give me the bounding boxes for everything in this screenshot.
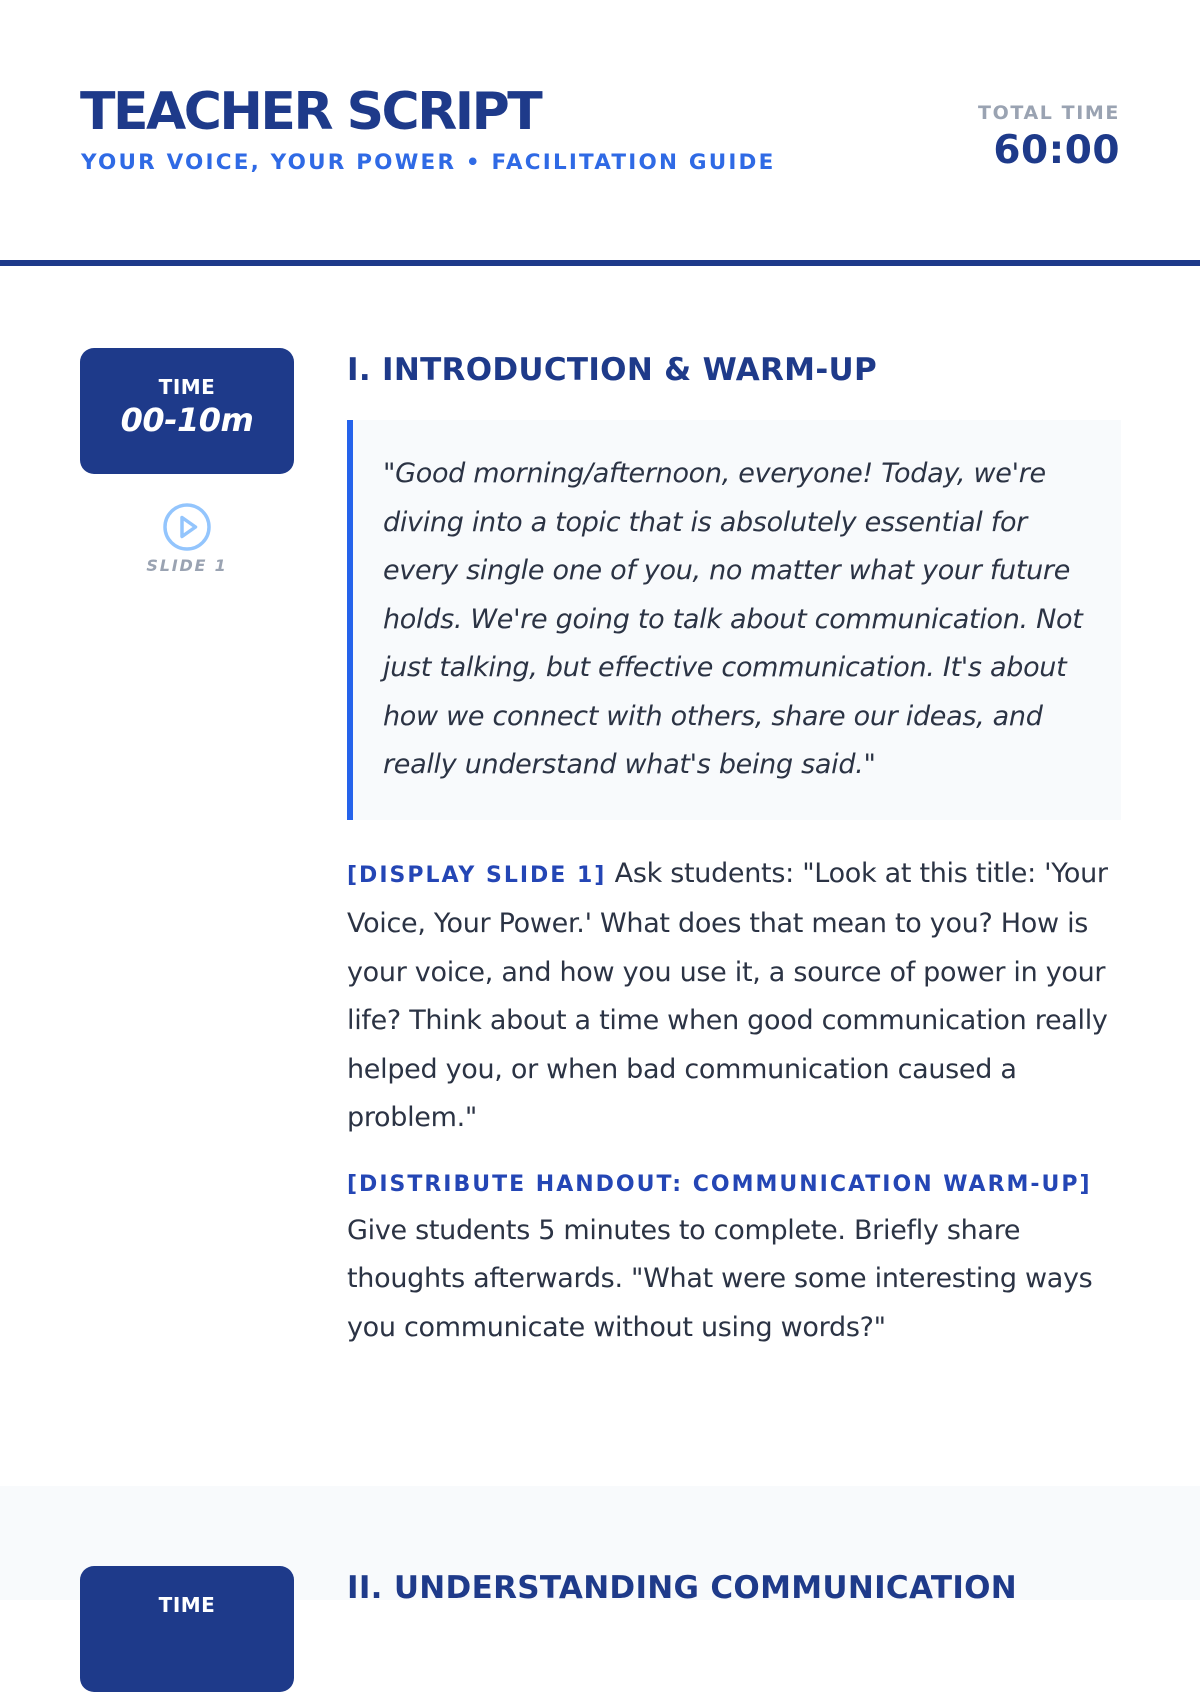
section-content <box>347 1568 1121 1608</box>
page-header <box>0 0 1200 266</box>
total-time <box>978 102 1120 174</box>
page-title: TEACHER SCRIPT <box>80 82 541 142</box>
page-subtitle: YOUR VOICE, YOUR POWER • FACILITATION GUIDE <box>81 150 776 175</box>
section-heading: II. UNDERSTANDING COMMUNICATION <box>347 1570 1018 1606</box>
section-introduction <box>0 266 1200 1486</box>
instruction-paragraph <box>347 850 1121 1143</box>
slide-reference[interactable] <box>80 502 294 575</box>
section-content <box>347 350 1121 1352</box>
time-badge-label: TIME <box>158 1593 216 1617</box>
section-understanding <box>0 1486 1200 1617</box>
play-circle-icon[interactable] <box>162 502 212 552</box>
instruction-text: Ask students: "Look at this title: 'Your Voice, Your Power.' What does that mean to you? How is your voice, and how you use it, a source of power in your life? Think about a time when good communication really helped you, or when bad communication caused a problem." <box>347 857 1108 1133</box>
time-badge <box>80 348 294 474</box>
section-heading: I. INTRODUCTION & WARM-UP <box>347 352 877 388</box>
slide-label: SLIDE 1 <box>146 556 228 575</box>
time-badge-value: 00-10m <box>120 401 254 439</box>
cue-distribute-handout: [DISTRIBUTE HANDOUT: COMMUNICATION WARM-UP] <box>347 1171 1092 1197</box>
instruction-text: Give students 5 minutes to complete. Briefly share thoughts afterwards. "What were some interesting ways you communicate without using words?" <box>347 1214 1093 1343</box>
time-badge-label: TIME <box>158 375 216 399</box>
total-time-value: 60:00 <box>993 128 1120 173</box>
script-quote: "Good morning/afternoon, everyone! Today, we're diving into a topic that is absolutely essential for every single one of you, no matter what your future holds. We're going to talk about communication. Not just talking, but effective communication. It's about how we connect with others, share our ideas, and really understand what's being said." <box>347 420 1121 820</box>
cue-display-slide: [DISPLAY SLIDE 1] <box>347 862 607 888</box>
instruction-paragraph <box>347 1165 1121 1353</box>
time-badge <box>80 1566 294 1692</box>
total-time-label: TOTAL TIME <box>978 102 1120 124</box>
